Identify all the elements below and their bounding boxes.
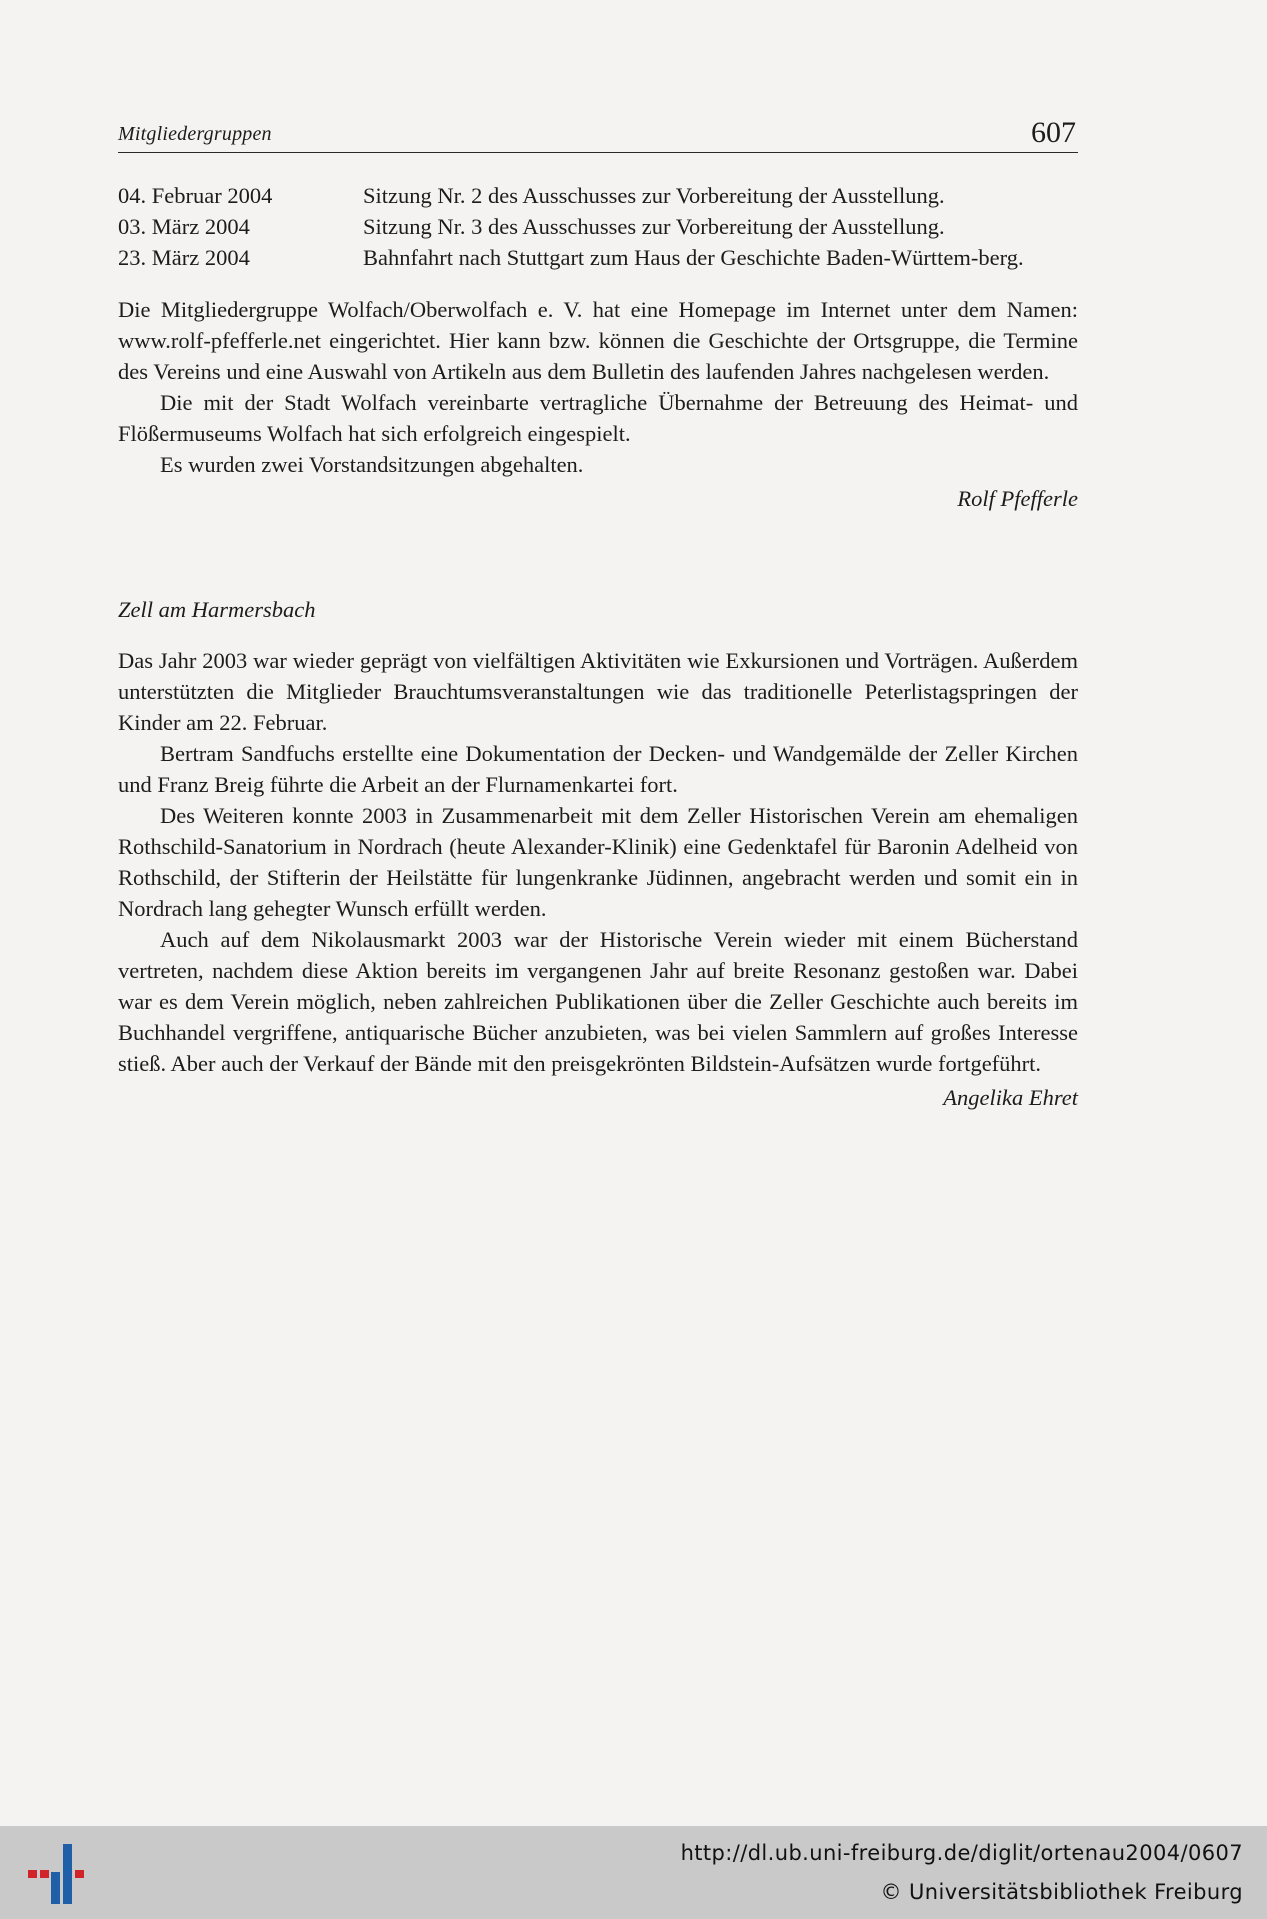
ub-freiburg-logo-icon: [28, 1844, 80, 1904]
zell-section: [118, 645, 1078, 1113]
copyright-notice: © Universitätsbibliothek Freiburg: [880, 1880, 1243, 1904]
paragraph: Es wurden zwei Vorstandsitzungen abgehalten.: [160, 452, 584, 477]
footer-bar: [0, 1826, 1267, 1919]
date-row: [118, 211, 1078, 242]
paragraph: Bertram Sandfuchs erstellte eine Dokumentation der Decken- und Wandgemälde der Zeller Kirchen und Franz Breig führte die Arbeit an der Flurnamenkartei fort.: [118, 741, 1078, 797]
section-title: Zell am Harmersbach: [118, 597, 316, 622]
source-url-link[interactable]: http://dl.ub.uni-freiburg.de/diglit/ortenau2004/0607: [680, 1841, 1243, 1865]
page-content: [118, 180, 1078, 1113]
paragraph: Das Jahr 2003 war wieder geprägt von vielfältigen Aktivitäten wie Exkursionen und Vorträgen. Außerdem unterstützten die Mitglieder Brauchtumsveranstaltungen wie das traditionelle Peterlistagspringen der Kinder am 22. Februar.: [118, 648, 1078, 735]
paragraph: Die mit der Stadt Wolfach vereinbarte vertragliche Übernahme der Betreuung des Heimat- und Flößermuseums Wolfach hat sich erfolgreich eingespielt.: [118, 390, 1078, 446]
date-cell: 23. März 2004: [118, 245, 250, 270]
date-description: Sitzung Nr. 2 des Ausschusses zur Vorbereitung der Ausstellung.: [363, 183, 945, 208]
date-list: [118, 180, 1078, 273]
date-cell: 04. Februar 2004: [118, 183, 273, 208]
author-signature: Angelika Ehret: [943, 1085, 1078, 1110]
date-description: Bahnfahrt nach Stuttgart zum Haus der Geschichte Baden-Württem-berg.: [363, 245, 1024, 270]
date-description: Sitzung Nr. 3 des Ausschusses zur Vorbereitung der Ausstellung.: [363, 214, 945, 239]
running-title: Mitgliedergruppen: [118, 123, 272, 145]
date-cell: 03. März 2004: [118, 214, 250, 239]
author-signature: Rolf Pfefferle: [957, 486, 1078, 511]
paragraph: Die Mitgliedergruppe Wolfach/Oberwolfach e. V. hat eine Homepage im Internet unter dem Namen: www.rolf-pfefferle.net eingerichtet. Hier kann bzw. können die Geschichte der Ortsgruppe, die Termine des Vereins und eine Auswahl von Artikeln aus dem Bulletin des laufenden Jahres nachgelesen werden.: [118, 297, 1078, 384]
date-row: [118, 242, 1078, 273]
wolfach-section: [118, 294, 1078, 514]
paragraph: Des Weiteren konnte 2003 in Zusammenarbeit mit dem Zeller Historischen Verein am ehemaligen Rothschild-Sanatorium in Nordrach (heute Alexander-Klinik) eine Gedenktafel für Baronin Adelheid von Rothschild, der Stifterin der Heilstätte für lungenkranke Jüdinnen, angebracht werden und somit ein in Nordrach lang gehegter Wunsch erfüllt werden.: [118, 803, 1078, 921]
page-header: [118, 110, 1078, 153]
page-number: 607: [1031, 116, 1076, 149]
date-row: [118, 180, 1078, 211]
paragraph: Auch auf dem Nikolausmarkt 2003 war der Historische Verein wieder mit einem Bücherstand vertreten, nachdem diese Aktion bereits im vergangenen Jahr auf breite Resonanz gestoßen war. Dabei war es dem Verein möglich, neben zahlreichen Publikationen über die Zeller Geschichte auch bereits im Buchhandel vergriffene, antiquarische Bücher anzubieten, was bei vielen Sammlern auf großes Interesse stieß. Aber auch der Verkauf der Bände mit den preisgekrönten Bildstein-Aufsätzen wurde fortgeführt.: [118, 927, 1078, 1076]
